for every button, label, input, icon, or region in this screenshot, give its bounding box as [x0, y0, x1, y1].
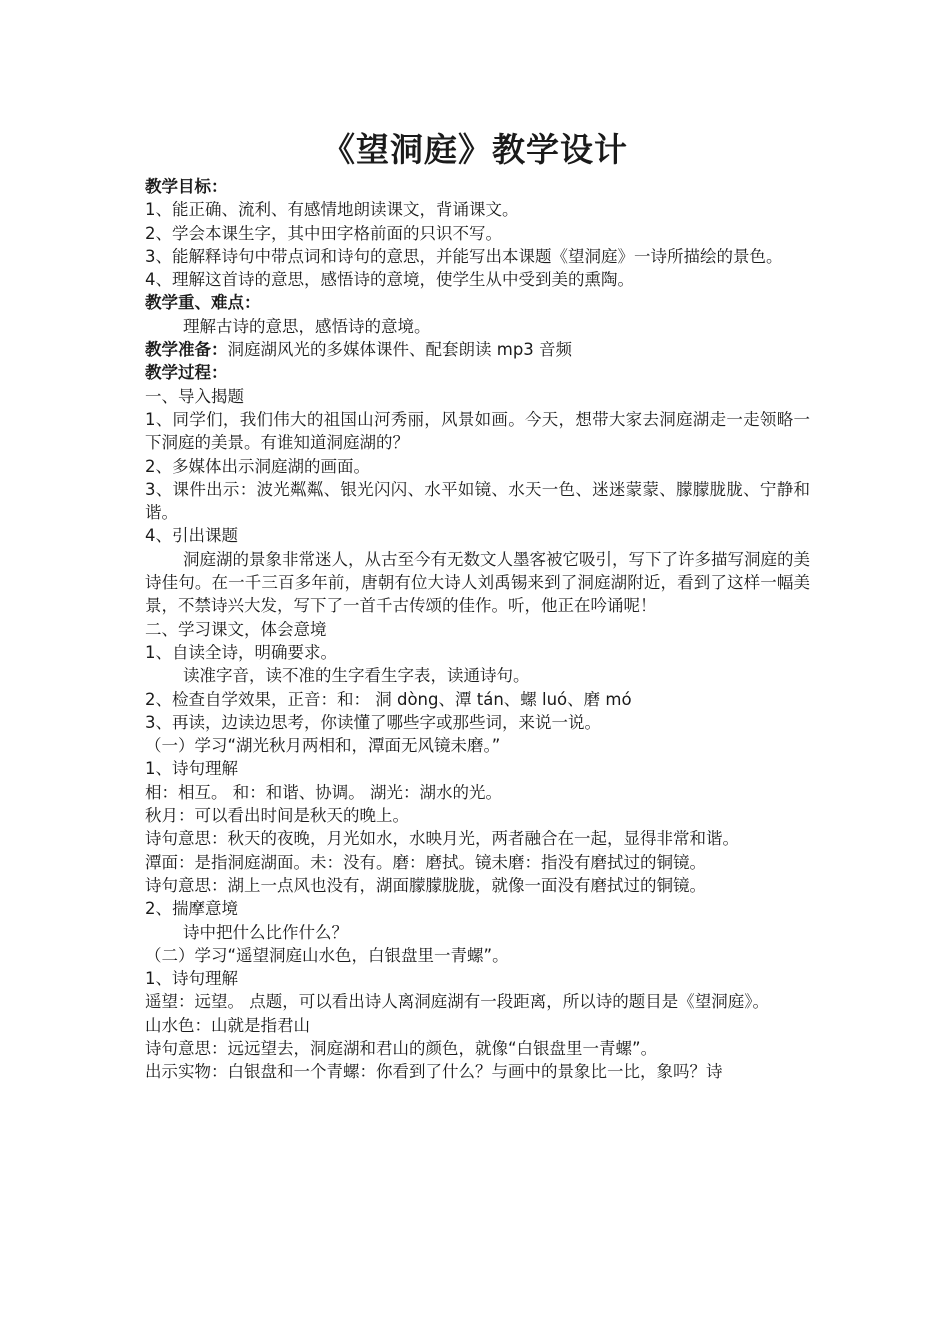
annotation-line: 出示实物：白银盘和一个青螺：你看到了什么？与画中的景象比一比，象吗？诗 — [145, 1062, 723, 1082]
subsection-title: （一）学习“湖光秋月两相和，潭面无风镜未磨。” — [145, 736, 501, 756]
annotation-line: 诗句意思：秋天的夜晚，月光如水，水映月光，两者融合在一起，显得非常和谐。 — [145, 829, 739, 849]
document-body — [145, 175, 810, 1084]
step-text: 3、课件出示：波光粼粼、银光闪闪、水平如镜、水天一色、迷迷蒙蒙、朦朦胧胧、宁静和谐。 — [145, 479, 810, 523]
annotation-line: 秋月：可以看出时间是秋天的晚上。 — [145, 806, 409, 826]
subsection-title: （二）学习“遥望洞庭山水色，白银盘里一青螺”。 — [145, 945, 509, 965]
objective-item: 1、能正确、流利、有感情地朗读课文，背诵课文。 — [145, 200, 519, 220]
section-title: 一、导入揭题 — [145, 386, 244, 406]
annotation-line: 诗句意思：湖上一点风也没有，湖面朦朦胧胧，就像一面没有磨拭过的铜镜。 — [145, 875, 706, 895]
annotation-line: 潭面：是指洞庭湖面。未：没有。磨：磨拭。镜未磨：指没有磨拭过的铜镜。 — [145, 852, 706, 872]
step-text: 2、检查自学效果，正音：和： 洞 dòng、潭 tán、螺 luó、磨 mó — [145, 689, 632, 709]
preparation-heading: 教学准备： — [145, 340, 228, 360]
section-title: 二、学习课文，体会意境 — [145, 619, 327, 639]
key-points-heading: 教学重、难点： — [145, 293, 261, 313]
key-points-text: 理解古诗的意思，感悟诗的意境。 — [183, 316, 431, 336]
intro-paragraph: 洞庭湖的景象非常迷人，从古至今有无数文人墨客被它吸引，写下了许多描写洞庭的美诗佳句。在一千三百多年前，唐朝有位大诗人刘禹锡来到了洞庭湖附近，看到了这样一幅美景，不禁诗兴大发，写下了一首千古传颂的佳作。听，他正在吟诵呢！ — [145, 549, 810, 616]
step-text: 2、揣摩意境 — [145, 899, 238, 919]
step-text: 2、多媒体出示洞庭湖的画面。 — [145, 456, 370, 476]
annotation-line: 遥望：远望。 点题，可以看出诗人离洞庭湖有一段距离，所以诗的题目是《望洞庭》。 — [145, 992, 769, 1012]
step-text: 1、同学们，我们伟大的祖国山河秀丽，风景如画。今天，想带大家去洞庭湖走一走领略一下洞庭的美景。有谁知道洞庭湖的？ — [145, 409, 810, 453]
step-text: 4、引出课题 — [145, 526, 238, 546]
step-text: 3、再读，边读边思考，你读懂了哪些字或那些词，来说一说。 — [145, 712, 601, 732]
step-text: 1、自读全诗，明确要求。 — [145, 642, 337, 662]
annotation-line: 相：相互。 和：和谐、协调。 湖光：湖水的光。 — [145, 782, 502, 802]
objective-item: 4、理解这首诗的意思，感悟诗的意境，使学生从中受到美的熏陶。 — [145, 270, 634, 290]
question-text: 诗中把什么比作什么？ — [183, 922, 348, 942]
objective-item: 2、学会本课生字，其中田字格前面的只识不写。 — [145, 223, 502, 243]
preparation-line — [145, 338, 810, 361]
preparation-text: 洞庭湖风光的多媒体课件、配套朗读 mp3 音频 — [227, 340, 573, 360]
step-text: 1、诗句理解 — [145, 759, 238, 779]
process-heading: 教学过程： — [145, 363, 228, 383]
step-detail: 读准字音，读不准的生字看生字表，读通诗句。 — [183, 666, 530, 686]
step-text: 1、诗句理解 — [145, 969, 238, 989]
annotation-line: 山水色：山就是指君山 — [145, 1015, 310, 1035]
annotation-line: 诗句意思：远远望去，洞庭湖和君山的颜色，就像“白银盘里一青螺”。 — [145, 1038, 658, 1058]
objective-item: 3、能解释诗句中带点词和诗句的意思，并能写出本课题《望洞庭》一诗所描绘的景色。 — [145, 246, 783, 266]
page-title: 《望洞庭》教学设计 — [322, 130, 628, 169]
objectives-heading: 教学目标： — [145, 177, 228, 196]
